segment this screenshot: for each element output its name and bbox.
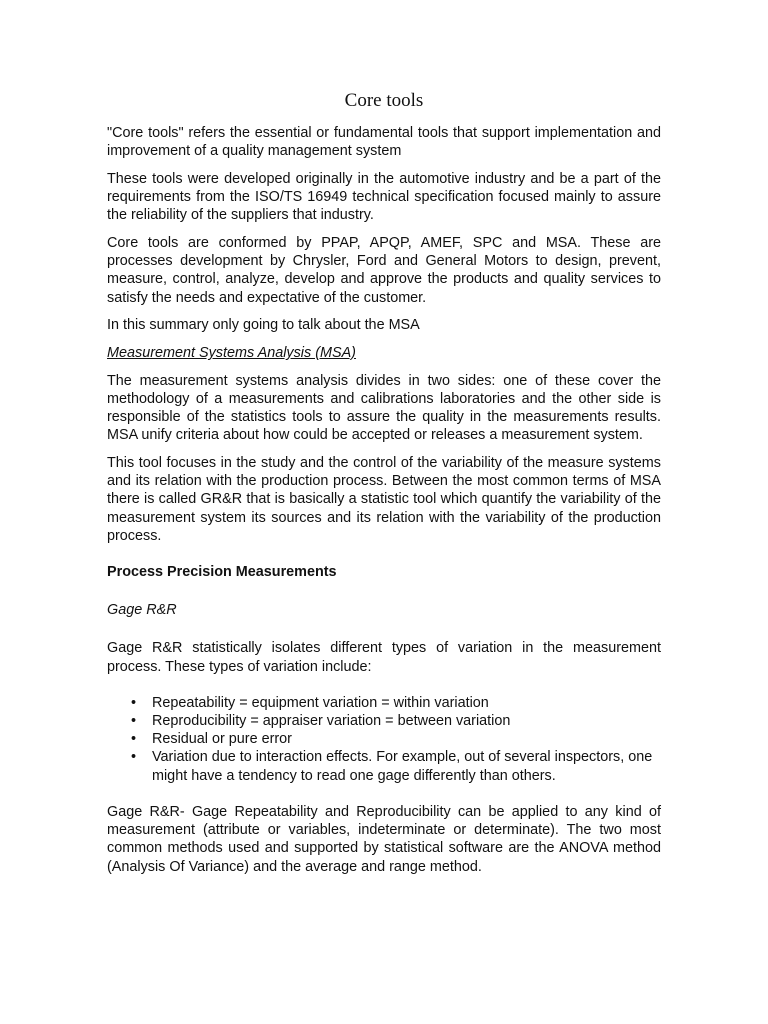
- paragraph-core-tools-list: Core tools are conformed by PPAP, APQP, AMEF, SPC and MSA. These are processes development by Chrysler, Ford and General Motors to design, prevent, measure, control, analyze, develop and approve the products and quality services to satisfy the needs and expectative of the customer.: [107, 235, 661, 306]
- bullet-icon: •: [131, 749, 137, 766]
- paragraph-gage-intro: Gage R&R statistically isolates different types of variation in the measurement process. These types of variation include:: [107, 640, 661, 675]
- document-page: [107, 88, 661, 885]
- list-item: [107, 730, 661, 748]
- document-title: Core tools: [344, 90, 424, 111]
- bullet-icon: •: [131, 694, 137, 711]
- paragraph-msa-variability: This tool focuses in the study and the control of the variability of the measure systems and its relation with the production process. Between the most common terms of MSA there is called GR&R that is basically a statistic tool which quantify the variability of the measurement system its sources and its relation with the variability of the production process.: [107, 455, 661, 544]
- msa-heading: Measurement Systems Analysis (MSA): [107, 345, 356, 362]
- gage-rr-heading: Gage R&R: [107, 602, 177, 619]
- list-item: [107, 712, 661, 730]
- paragraph-msa-sides: The measurement systems analysis divides in two sides: one of these cover the methodology of a measurements and calibrations laboratories and the other side is responsible of the statistics tools to assure the quality in the measurements results. MSA unify criteria about how could be accepted or releases a measurement system.: [107, 372, 661, 444]
- list-item-text: Repeatability = equipment variation = within variation: [152, 694, 489, 711]
- list-item: [107, 694, 661, 712]
- variation-types-list: [107, 694, 661, 785]
- paragraph-summary-scope: In this summary only going to talk about the MSA: [107, 317, 420, 334]
- paragraph-gage-methods: Gage R&R- Gage Repeatability and Reproducibility can be applied to any kind of measurement (attribute or variables, indeterminate or determinate). The two most common methods used and supported by statistical software are the ANOVA method (Analysis Of Variance) and the average and range method.: [107, 803, 661, 875]
- bullet-icon: •: [131, 731, 137, 748]
- list-item-text: Variation due to interaction effects. For example, out of several inspectors, one might have a tendency to read one gage differently than others.: [152, 749, 653, 784]
- list-item: [107, 748, 661, 784]
- bullet-icon: •: [131, 713, 137, 730]
- paragraph-core-tools-definition: "Core tools" refers the essential or fundamental tools that support implementation and improvement of a quality management system: [107, 125, 661, 160]
- paragraph-automotive-origin: These tools were developed originally in the automotive industry and be a part of the requirements from the ISO/TS 16949 technical specification focused mainly to assure the reliability of the suppliers that industry.: [107, 170, 661, 224]
- list-item-text: Residual or pure error: [152, 731, 292, 748]
- process-precision-heading: Process Precision Measurements: [107, 564, 337, 581]
- list-item-text: Reproducibility = appraiser variation = between variation: [152, 713, 511, 730]
